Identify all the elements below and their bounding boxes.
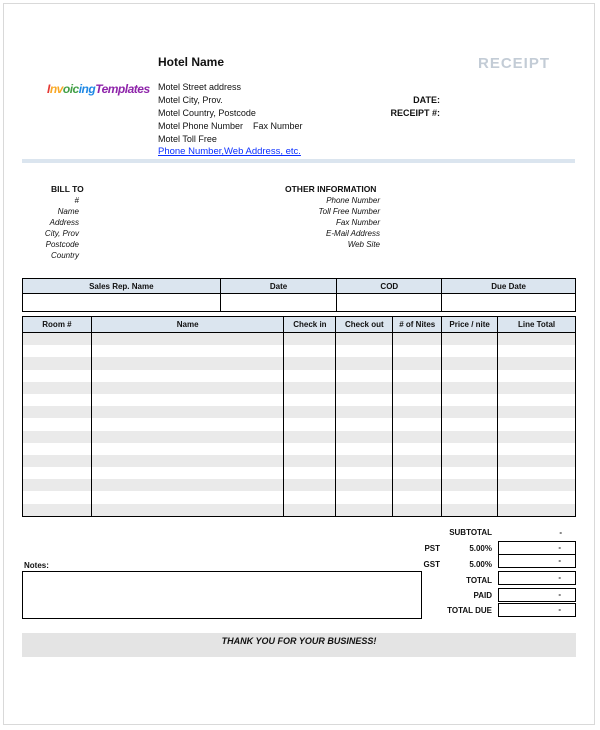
table-row <box>23 406 576 418</box>
table-cell[interactable] <box>393 479 442 491</box>
table-cell[interactable] <box>23 382 92 394</box>
receipt-title: RECEIPT <box>478 55 551 72</box>
table-cell[interactable] <box>498 443 576 455</box>
table-cell[interactable] <box>442 406 498 418</box>
other-information-heading: OTHER INFORMATION <box>285 184 377 194</box>
table-cell[interactable] <box>498 491 576 503</box>
table-cell[interactable] <box>23 333 92 346</box>
table-cell[interactable] <box>284 406 336 418</box>
notes-label: Notes: <box>24 561 49 570</box>
subtotal-value: - <box>559 528 562 537</box>
table-cell[interactable] <box>91 357 284 369</box>
table-cell[interactable] <box>393 333 442 346</box>
table-cell[interactable] <box>91 370 284 382</box>
bill-to-line: Postcode <box>45 240 79 249</box>
due-date-cell[interactable] <box>442 294 576 312</box>
table-cell[interactable] <box>442 455 498 467</box>
table-row <box>23 418 576 430</box>
table-cell[interactable] <box>284 467 336 479</box>
line-total-header: Line Total <box>498 317 576 333</box>
table-cell[interactable] <box>498 479 576 491</box>
name-header: Name <box>91 317 284 333</box>
table-cell[interactable] <box>393 370 442 382</box>
table-cell[interactable] <box>91 418 284 430</box>
table-cell[interactable] <box>91 467 284 479</box>
due-date-header: Due Date <box>442 279 576 294</box>
address-line: Motel Toll Free <box>158 134 217 144</box>
price-per-night-header: Price / nite <box>442 317 498 333</box>
sales-info-table <box>22 278 576 312</box>
address-line: Motel Phone Number Fax Number <box>158 121 303 131</box>
table-cell[interactable] <box>91 345 284 357</box>
table-cell[interactable] <box>336 382 393 394</box>
date-label: DATE: <box>413 95 440 105</box>
pst-value: - <box>498 541 576 555</box>
table-cell[interactable] <box>393 504 442 517</box>
table-cell[interactable] <box>498 504 576 517</box>
table-cell[interactable] <box>23 394 92 406</box>
table-cell[interactable] <box>393 357 442 369</box>
table-cell[interactable] <box>442 504 498 517</box>
table-cell[interactable] <box>498 345 576 357</box>
table-cell[interactable] <box>23 418 92 430</box>
table-cell[interactable] <box>336 345 393 357</box>
table-cell[interactable] <box>336 455 393 467</box>
table-cell[interactable] <box>393 345 442 357</box>
table-row <box>23 443 576 455</box>
table-cell[interactable] <box>498 455 576 467</box>
table-cell[interactable] <box>91 431 284 443</box>
other-info-line: Phone Number <box>326 196 380 205</box>
table-cell[interactable] <box>284 418 336 430</box>
table-cell[interactable] <box>23 406 92 418</box>
table-cell[interactable] <box>23 443 92 455</box>
table-row <box>23 345 576 357</box>
line-items-table <box>22 316 576 517</box>
paid-label: PAID <box>473 591 492 600</box>
gst-value: - <box>498 555 576 568</box>
table-cell[interactable] <box>284 443 336 455</box>
table-cell[interactable] <box>336 504 393 517</box>
table-cell[interactable] <box>284 333 336 346</box>
subtotal-label: SUBTOTAL <box>449 528 492 537</box>
table-cell[interactable] <box>336 357 393 369</box>
bill-to-line: City, Prov <box>44 229 79 238</box>
table-cell[interactable] <box>23 455 92 467</box>
table-cell[interactable] <box>442 345 498 357</box>
table-cell[interactable] <box>336 418 393 430</box>
table-cell[interactable] <box>91 455 284 467</box>
table-cell[interactable] <box>442 443 498 455</box>
bill-to-line: Address <box>49 218 79 227</box>
table-cell[interactable] <box>442 479 498 491</box>
table-row <box>23 394 576 406</box>
table-cell[interactable] <box>336 406 393 418</box>
table-cell[interactable] <box>284 382 336 394</box>
notes-box[interactable] <box>22 571 422 619</box>
receipt-number-label: RECEIPT #: <box>390 108 440 118</box>
table-cell[interactable] <box>498 382 576 394</box>
total-due-label: TOTAL DUE <box>447 606 492 615</box>
cod-cell[interactable] <box>337 294 442 312</box>
table-cell[interactable] <box>393 394 442 406</box>
invoicing-templates-logo: InvoicingTemplates <box>47 82 150 96</box>
table-row <box>23 467 576 479</box>
table-cell[interactable] <box>498 333 576 346</box>
paid-value[interactable]: - <box>498 588 576 602</box>
total-due-value: - <box>498 603 576 617</box>
table-cell[interactable] <box>91 491 284 503</box>
table-cell[interactable] <box>498 357 576 369</box>
table-cell[interactable] <box>498 431 576 443</box>
table-row <box>23 382 576 394</box>
bill-to-line: Country <box>50 251 79 260</box>
other-info-line: E-Mail Address <box>326 229 380 238</box>
table-cell[interactable] <box>284 504 336 517</box>
table-cell[interactable] <box>442 418 498 430</box>
table-row <box>23 479 576 491</box>
table-cell[interactable] <box>336 443 393 455</box>
table-cell[interactable] <box>393 467 442 479</box>
thank-you-banner: THANK YOU FOR YOUR BUSINESS! <box>22 633 576 657</box>
table-cell[interactable] <box>498 467 576 479</box>
bill-to-heading: BILL TO <box>51 184 84 194</box>
table-cell[interactable] <box>498 370 576 382</box>
table-cell[interactable] <box>91 443 284 455</box>
table-cell[interactable] <box>442 382 498 394</box>
table-cell[interactable] <box>23 504 92 517</box>
table-cell[interactable] <box>442 394 498 406</box>
table-cell[interactable] <box>284 357 336 369</box>
hotel-name: Hotel Name <box>158 55 225 69</box>
check-out-header: Check out <box>336 317 393 333</box>
table-cell[interactable] <box>393 382 442 394</box>
table-row <box>23 370 576 382</box>
table-cell[interactable] <box>91 382 284 394</box>
date-header: Date <box>220 279 337 294</box>
contact-link[interactable]: Phone Number,Web Address, etc. <box>158 146 301 157</box>
table-cell[interactable] <box>284 370 336 382</box>
table-cell[interactable] <box>393 455 442 467</box>
table-cell[interactable] <box>336 333 393 346</box>
other-info-line: Fax Number <box>335 218 380 227</box>
table-cell[interactable] <box>498 394 576 406</box>
table-cell[interactable] <box>336 491 393 503</box>
table-cell[interactable] <box>336 394 393 406</box>
table-row <box>23 333 576 346</box>
table-cell[interactable] <box>336 431 393 443</box>
table-cell[interactable] <box>23 479 92 491</box>
table-cell[interactable] <box>91 394 284 406</box>
table-cell[interactable] <box>23 345 92 357</box>
bill-to-line: Name <box>57 207 79 216</box>
table-cell[interactable] <box>284 479 336 491</box>
table-row <box>23 357 576 369</box>
room-number-header: Room # <box>23 317 92 333</box>
bill-to-line: # <box>74 196 79 205</box>
table-cell[interactable] <box>91 479 284 491</box>
sales-rep-cell[interactable] <box>23 294 221 312</box>
table-cell[interactable] <box>393 418 442 430</box>
table-row <box>23 431 576 443</box>
other-info-line: Web Site <box>347 240 380 249</box>
nights-header: # of Nites <box>393 317 442 333</box>
table-cell[interactable] <box>442 467 498 479</box>
table-cell[interactable] <box>498 406 576 418</box>
check-in-header: Check in <box>284 317 336 333</box>
table-cell[interactable] <box>91 406 284 418</box>
table-cell[interactable] <box>442 333 498 346</box>
table-cell[interactable] <box>284 345 336 357</box>
gst-rate: 5.00% <box>469 560 492 569</box>
table-cell[interactable] <box>23 431 92 443</box>
table-cell[interactable] <box>442 491 498 503</box>
table-cell[interactable] <box>393 443 442 455</box>
header-divider <box>22 159 575 163</box>
table-cell[interactable] <box>91 504 284 517</box>
total-value: - <box>498 571 576 585</box>
table-cell[interactable] <box>442 431 498 443</box>
gst-label: GST <box>423 560 440 569</box>
table-cell[interactable] <box>23 467 92 479</box>
table-cell[interactable] <box>23 357 92 369</box>
table-cell[interactable] <box>284 394 336 406</box>
table-cell[interactable] <box>336 370 393 382</box>
address-line: Motel Street address <box>158 82 242 92</box>
table-row <box>23 491 576 503</box>
table-cell[interactable] <box>498 418 576 430</box>
table-cell[interactable] <box>91 333 284 346</box>
table-cell[interactable] <box>393 406 442 418</box>
other-info-line: Toll Free Number <box>318 207 380 216</box>
total-label: TOTAL <box>466 576 492 585</box>
table-cell[interactable] <box>393 491 442 503</box>
pst-rate: 5.00% <box>469 544 492 553</box>
pst-label: PST <box>424 544 440 553</box>
date-cell[interactable] <box>220 294 337 312</box>
address-line: Motel City, Prov. <box>158 95 223 105</box>
sales-rep-header: Sales Rep. Name <box>23 279 221 294</box>
table-cell[interactable] <box>336 467 393 479</box>
table-row <box>23 504 576 517</box>
table-cell[interactable] <box>284 455 336 467</box>
table-cell[interactable] <box>442 370 498 382</box>
address-line: Motel Country, Postcode <box>158 108 256 118</box>
table-cell[interactable] <box>393 431 442 443</box>
table-cell[interactable] <box>23 370 92 382</box>
table-cell[interactable] <box>23 491 92 503</box>
table-cell[interactable] <box>284 491 336 503</box>
cod-header: COD <box>337 279 442 294</box>
table-cell[interactable] <box>336 479 393 491</box>
table-row <box>23 455 576 467</box>
table-cell[interactable] <box>284 431 336 443</box>
table-cell[interactable] <box>442 357 498 369</box>
